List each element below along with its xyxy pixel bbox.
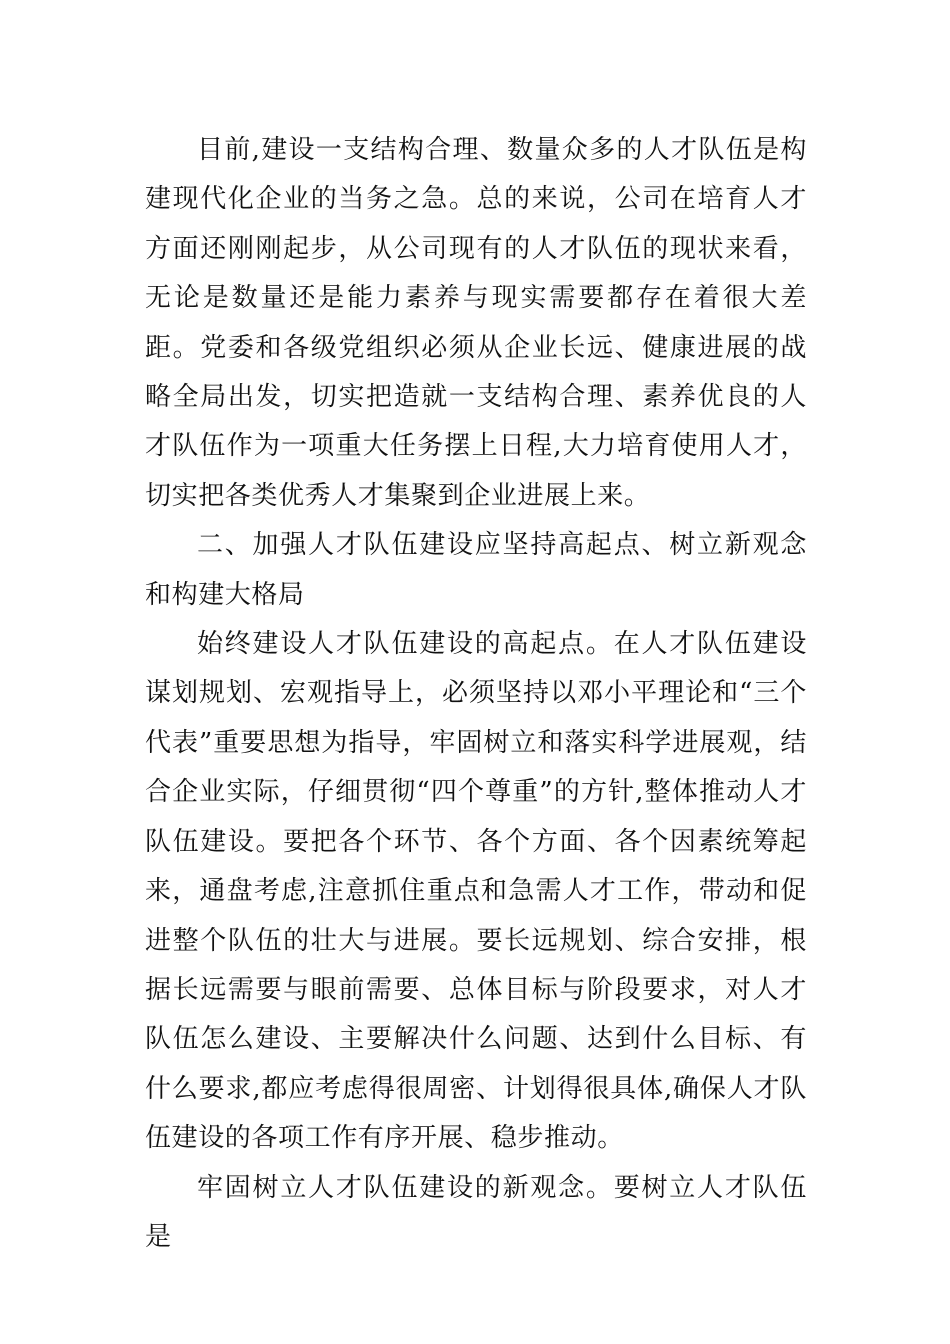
paragraph-intro: 目前,建设一支结构合理、数量众多的人才队伍是构建现代化企业的当务之急。总的来说，公司在培育人才方面还刚刚起步，从公司现有的人才队伍的现状来看，无论是数量还是能力素养与现实需要都存在着很大差距。党委和各级党组织必须从企业长远、健康进展的战略全局出发，切实把造就一支结构合理、素养优良的人才队伍作为一项重大任务摆上日程,大力培育使用人才，切实把各类优秀人才集聚到企业进展上来。 — [145, 135, 807, 511]
document-body — [145, 126, 807, 1262]
paragraph-high-starting-point: 始终建设人才队伍建设的高起点。在人才队伍建设谋划规划、宏观指导上，必须坚持以邓小平理论和“三个代表”重要思想为指导，牢固树立和落实科学进展观，结合企业实际，仔细贯彻“四个尊重”的方针,整体推动人才队伍建设。要把各个环节、各个方面、各个因素统筹起来，通盘考虑,注意抓住重点和急需人才工作，带动和促进整个队伍的壮大与进展。要长远规划、综合安排，根据长远需要与眼前需要、总体目标与阶段要求，对人才队伍怎么建设、主要解决什么问题、达到什么目标、有什么要求,都应考虑得很周密、计划得很具体,确保人才队伍建设的各项工作有序开展、稳步推动。 — [145, 629, 807, 1154]
section-heading: 二、加强人才队伍建设应坚持高起点、树立新观念和构建大格局 — [145, 530, 807, 610]
paragraph-new-concept: 牢固树立人才队伍建设的新观念。要树立人才队伍是 — [145, 1172, 807, 1252]
